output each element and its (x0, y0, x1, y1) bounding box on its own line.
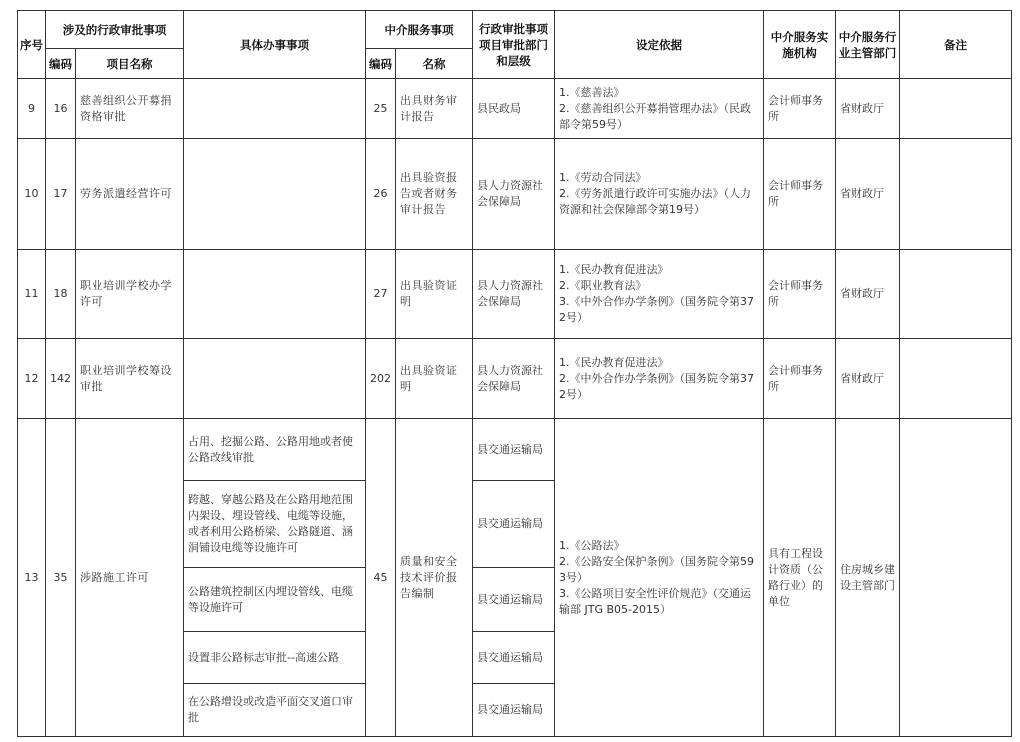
cell-admin-name: 职业培训学校筹设审批 (76, 339, 184, 419)
approval-table (17, 10, 1012, 737)
cell-org: 具有工程设计资质（公路行业）的单位 (764, 419, 836, 737)
cell-admin-name: 涉路施工许可 (76, 419, 184, 737)
cell-dept: 县人力资源社会保障局 (473, 250, 555, 339)
cell-inter-name: 出具验资证明 (396, 339, 473, 419)
table-row (18, 419, 1012, 481)
table-row (18, 79, 1012, 139)
cell-specific (184, 79, 366, 139)
header-basis: 设定依据 (555, 11, 764, 79)
cell-basis: 1.《公路法》 2.《公路安全保护条例》（国务院令第593号） 3.《公路项目安全性评价规范》（交通运输部 JTG B05-2015） (555, 419, 764, 737)
cell-dept: 县交通运输局 (473, 481, 555, 568)
cell-admin-name: 劳务派遣经营许可 (76, 139, 184, 250)
cell-seq: 10 (18, 139, 46, 250)
cell-org: 会计师事务所 (764, 139, 836, 250)
header-inter-name: 名称 (396, 49, 473, 79)
cell-admin-name: 职业培训学校办学许可 (76, 250, 184, 339)
cell-org: 会计师事务所 (764, 339, 836, 419)
cell-org: 会计师事务所 (764, 79, 836, 139)
header-inter-group: 中介服务事项 (366, 11, 473, 49)
cell-inter-name: 质量和安全技术评价报告编制 (396, 419, 473, 737)
table-row (18, 139, 1012, 250)
cell-specific (184, 139, 366, 250)
header-remark: 备注 (900, 11, 1012, 79)
cell-basis: 1.《劳动合同法》 2.《劳务派遣行政许可实施办法》（人力资源和社会保障部令第19号） (555, 139, 764, 250)
cell-dept: 县交通运输局 (473, 632, 555, 684)
header-dept: 行政审批事项项目审批部门和层级 (473, 11, 555, 79)
cell-remark (900, 79, 1012, 139)
cell-dept: 县交通运输局 (473, 568, 555, 632)
cell-dept: 县人力资源社会保障局 (473, 339, 555, 419)
header-org: 中介服务实施机构 (764, 11, 836, 79)
cell-seq: 12 (18, 339, 46, 419)
cell-inter-code: 26 (366, 139, 396, 250)
cell-specific: 占用、挖掘公路、公路用地或者使公路改线审批 (184, 419, 366, 481)
cell-inter-code: 45 (366, 419, 396, 737)
cell-inter-code: 202 (366, 339, 396, 419)
cell-admin-code: 18 (46, 250, 76, 339)
cell-admin-code: 142 (46, 339, 76, 419)
cell-seq: 11 (18, 250, 46, 339)
cell-inter-name: 出具验资证明 (396, 250, 473, 339)
cell-specific: 设置非公路标志审批--高速公路 (184, 632, 366, 684)
cell-inter-name: 出具财务审计报告 (396, 79, 473, 139)
cell-specific (184, 250, 366, 339)
cell-org: 会计师事务所 (764, 250, 836, 339)
cell-admin-code: 16 (46, 79, 76, 139)
cell-dept: 县民政局 (473, 79, 555, 139)
table-row (18, 339, 1012, 419)
cell-remark (900, 339, 1012, 419)
cell-supervisor: 省财政厅 (836, 79, 900, 139)
cell-remark (900, 250, 1012, 339)
header-supervisor: 中介服务行业主管部门 (836, 11, 900, 79)
cell-inter-code: 27 (366, 250, 396, 339)
header-specific: 具体办事事项 (184, 11, 366, 79)
table-row (18, 250, 1012, 339)
cell-basis: 1.《民办教育促进法》 2.《中外合作办学条例》（国务院令第372号） (555, 339, 764, 419)
cell-dept: 县人力资源社会保障局 (473, 139, 555, 250)
header-admin-code: 编码 (46, 49, 76, 79)
cell-admin-code: 17 (46, 139, 76, 250)
header-seq: 序号 (18, 11, 46, 79)
cell-admin-code: 35 (46, 419, 76, 737)
cell-inter-name: 出具验资报告或者财务审计报告 (396, 139, 473, 250)
cell-seq: 9 (18, 79, 46, 139)
cell-admin-name: 慈善组织公开募捐资格审批 (76, 79, 184, 139)
cell-specific: 公路建筑控制区内埋设管线、电缆等设施许可 (184, 568, 366, 632)
cell-supervisor: 住房城乡建设主管部门 (836, 419, 900, 737)
cell-supervisor: 省财政厅 (836, 250, 900, 339)
cell-inter-code: 25 (366, 79, 396, 139)
cell-remark (900, 139, 1012, 250)
cell-specific (184, 339, 366, 419)
cell-dept: 县交通运输局 (473, 419, 555, 481)
header-admin-name: 项目名称 (76, 49, 184, 79)
header-inter-code: 编码 (366, 49, 396, 79)
cell-specific: 在公路增设或改造平面交叉道口审批 (184, 684, 366, 737)
cell-remark (900, 419, 1012, 737)
cell-basis: 1.《民办教育促进法》 2.《职业教育法》 3.《中外合作办学条例》（国务院令第372号） (555, 250, 764, 339)
cell-basis: 1.《慈善法》 2.《慈善组织公开募捐管理办法》（民政部令第59号） (555, 79, 764, 139)
cell-supervisor: 省财政厅 (836, 139, 900, 250)
cell-seq: 13 (18, 419, 46, 737)
header-admin-group: 涉及的行政审批事项 (46, 11, 184, 49)
cell-supervisor: 省财政厅 (836, 339, 900, 419)
cell-specific: 跨越、穿越公路及在公路用地范围内架设、埋设管线、电缆等设施，或者利用公路桥梁、公路隧道、涵洞铺设电缆等设施许可 (184, 481, 366, 568)
cell-dept: 县交通运输局 (473, 684, 555, 737)
